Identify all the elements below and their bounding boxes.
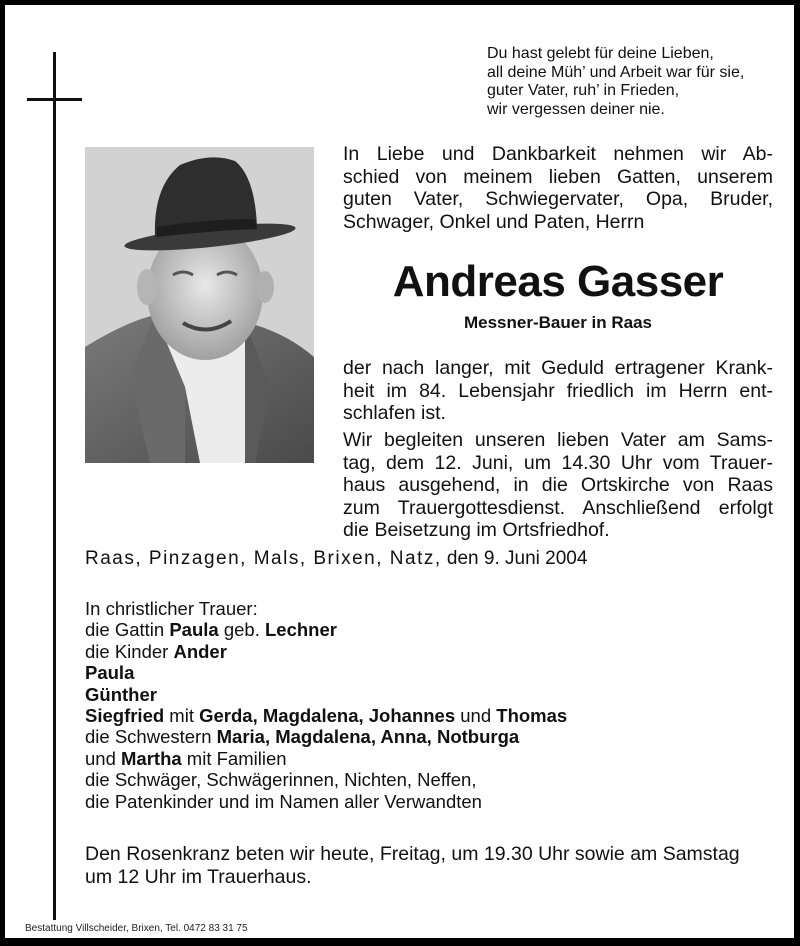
rosary-notice [85, 843, 775, 888]
sister-name: Martha [121, 747, 182, 769]
mourner-children [85, 641, 567, 662]
maiden-name: Lechner [264, 619, 337, 641]
grandchildren-names: Gerda, Magdalena, Johannes [199, 705, 456, 727]
mourner-wife [85, 619, 567, 640]
grandchild-name: Thomas [496, 705, 568, 727]
notice-line: der nach langer, mit Geduld ertragener Krank- [343, 357, 773, 379]
death-notice-paragraph [343, 357, 773, 425]
funeral-line: Wir begleiten unseren lieben Vater am Sams- [343, 429, 773, 451]
mourner-others: die Schwäger, Schwägerinnen, Nichten, Neffen, [85, 769, 477, 791]
funeral-line: zum Trauergottesdienst. Anschließend erfolgt [343, 496, 773, 519]
obituary-page [5, 5, 794, 938]
rosary-line: Den Rosenkranz beten wir heute, Freitag, um 19.30 Uhr sowie am Samstag [85, 843, 740, 865]
deceased-name: Andreas Gasser [392, 257, 724, 306]
label: und [455, 705, 497, 727]
funeral-line: tag, dem 12. Juni, um 14.30 Uhr vom Trauer- [343, 451, 773, 474]
cross-icon [53, 52, 56, 920]
poem-line: guter Vater, ruh’ in Frieden, [487, 82, 680, 99]
places: Raas, Pinzagen, Mals, Brixen, Natz, [85, 548, 442, 569]
intro-line: guten Vater, Schwiegervater, Opa, Bruder, [343, 188, 773, 210]
place-and-date [85, 548, 587, 570]
funeral-paragraph [343, 429, 773, 542]
intro-paragraph [343, 143, 773, 233]
label: mit [164, 705, 200, 727]
sister-names: Maria, Magdalena, Anna, Notburga [216, 726, 520, 748]
funeral-line: die Beisetzung im Ortsfriedhof. [343, 519, 610, 541]
notice-line: schlafen ist. [343, 402, 446, 424]
mourner-sister-last [85, 748, 567, 769]
label: die Schwestern [85, 726, 217, 748]
intro-line: In Liebe und Dankbarkeit nehmen wir Ab- [343, 143, 773, 165]
mourner-child-with-family [85, 705, 567, 726]
rosary-line: um 12 Uhr im Trauerhaus. [85, 865, 312, 888]
mourner-others: die Patenkinder und im Namen aller Verwandten [85, 790, 482, 812]
child-name: Siegfried [85, 705, 165, 727]
intro-line: schied von meinem lieben Gatten, unserem [343, 165, 773, 188]
undertaker-footer: Bestattung Villscheider, Brixen, Tel. 0472 83 31 75 [25, 923, 248, 934]
mourner-sisters [85, 726, 567, 747]
label: die Kinder [85, 640, 174, 662]
portrait-image [85, 147, 314, 463]
label: und [85, 747, 122, 769]
poem-line: all deine Müh’ und Arbeit war für sie, [487, 63, 745, 81]
label: mit Familien [181, 747, 287, 769]
cross-icon-bar [27, 98, 82, 101]
mourners-list [85, 598, 567, 812]
wife-name: Paula [169, 619, 219, 641]
child-name: Ander [173, 640, 227, 662]
funeral-line: haus ausgehend, in die Ortskirche von Raas [343, 474, 773, 496]
intro-line: Schwager, Onkel und Paten, Herrn [343, 210, 645, 233]
label: geb. [218, 619, 265, 641]
memorial-poem [487, 45, 787, 119]
mourner-child [85, 684, 567, 705]
notice-date: den 9. Juni 2004 [446, 548, 588, 569]
notice-line: heit im 84. Lebensjahr friedlich im Herrn ent- [343, 379, 773, 402]
poem-line: wir vergessen deiner nie. [487, 100, 665, 118]
mourner-child [85, 662, 567, 683]
deceased-occupation: Messner-Bauer in Raas [463, 313, 653, 332]
mourners-heading: In christlicher Trauer: [85, 598, 258, 619]
portrait-photo [85, 147, 314, 463]
label: die Gattin [85, 619, 170, 641]
child-name: Günther [85, 683, 157, 705]
child-name: Paula [85, 662, 135, 684]
poem-line: Du hast gelebt für deine Lieben, [487, 45, 714, 62]
